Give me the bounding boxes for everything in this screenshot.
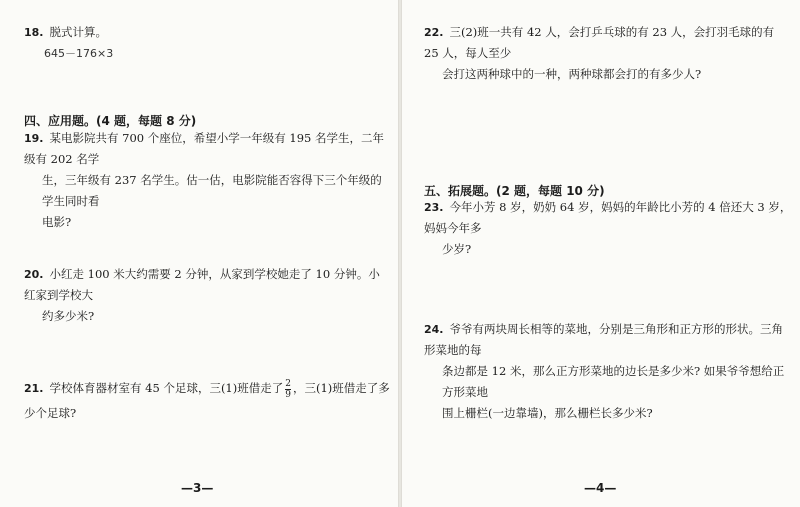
question-number: 18.: [24, 26, 44, 39]
question-20: [24, 264, 389, 327]
question-number: 24.: [424, 323, 444, 336]
page-number-right: —4—: [584, 481, 617, 495]
question-text: ，三(1)班借走了多少个足球?: [24, 381, 390, 420]
question-text: 脱式计算。: [49, 25, 107, 39]
question-number: 23.: [424, 201, 444, 214]
question-line: 围上栅栏(一边靠墙)，那么栅栏长多少米?: [442, 406, 653, 420]
fraction-denominator: 9: [285, 389, 291, 400]
question-text: 学校体育器材室有 45 个足球，三(1)班借走了: [49, 381, 284, 395]
question-19: [24, 128, 389, 233]
page-number-left: —3—: [181, 481, 214, 495]
left-page: [0, 0, 398, 507]
question-18: [24, 22, 107, 43]
fraction: [285, 379, 291, 400]
fraction-numerator: 2: [285, 378, 291, 389]
question-number: 22.: [424, 26, 444, 39]
section-5-heading: 五、拓展题。(2 题，每题 10 分): [424, 184, 605, 198]
question-line: 爷爷有两块周长相等的菜地，分别是三角形和正方形的形状。三角形菜地的每: [424, 322, 783, 357]
question-21: [24, 376, 394, 425]
question-line: 某电影院共有 700 个座位，希望小学一年级有 195 名学生，二年级有 202 名学: [24, 131, 385, 166]
question-number: 20.: [24, 268, 44, 281]
page-fold: [398, 0, 402, 507]
question-line: 条边都是 12 米，那么正方形菜地的边长是多少米? 如果爷爷想给正方形菜地: [442, 364, 785, 399]
question-line: 小红走 100 米大约需要 2 分钟，从家到学校她走了 10 分钟。小红家到学校大: [24, 267, 380, 302]
question-24: [424, 319, 792, 424]
question-number: 19.: [24, 132, 44, 145]
question-22: [424, 22, 792, 85]
question-18-expression: 645－176×3: [44, 47, 114, 60]
question-line: 三(2)班一共有 42 人，会打乒乓球的有 23 人，会打羽毛球的有 25 人，每人至少: [424, 25, 775, 60]
question-number: 21.: [24, 382, 44, 395]
question-line: 今年小芳 8 岁，奶奶 64 岁，妈妈的年龄比小芳的 4 倍还大 3 岁，妈妈今年多: [424, 200, 792, 235]
question-line: 生，三年级有 237 名学生。估一估，电影院能否容得下三个年级的学生同时看: [42, 173, 382, 208]
question-line: 少岁?: [442, 242, 472, 256]
section-4-heading: 四、应用题。(4 题，每题 8 分): [24, 114, 197, 128]
question-line: 会打这两种球中的一种，两种球都会打的有多少人?: [442, 67, 702, 81]
question-line: 约多少米?: [42, 309, 95, 323]
question-line: 电影?: [42, 215, 72, 229]
